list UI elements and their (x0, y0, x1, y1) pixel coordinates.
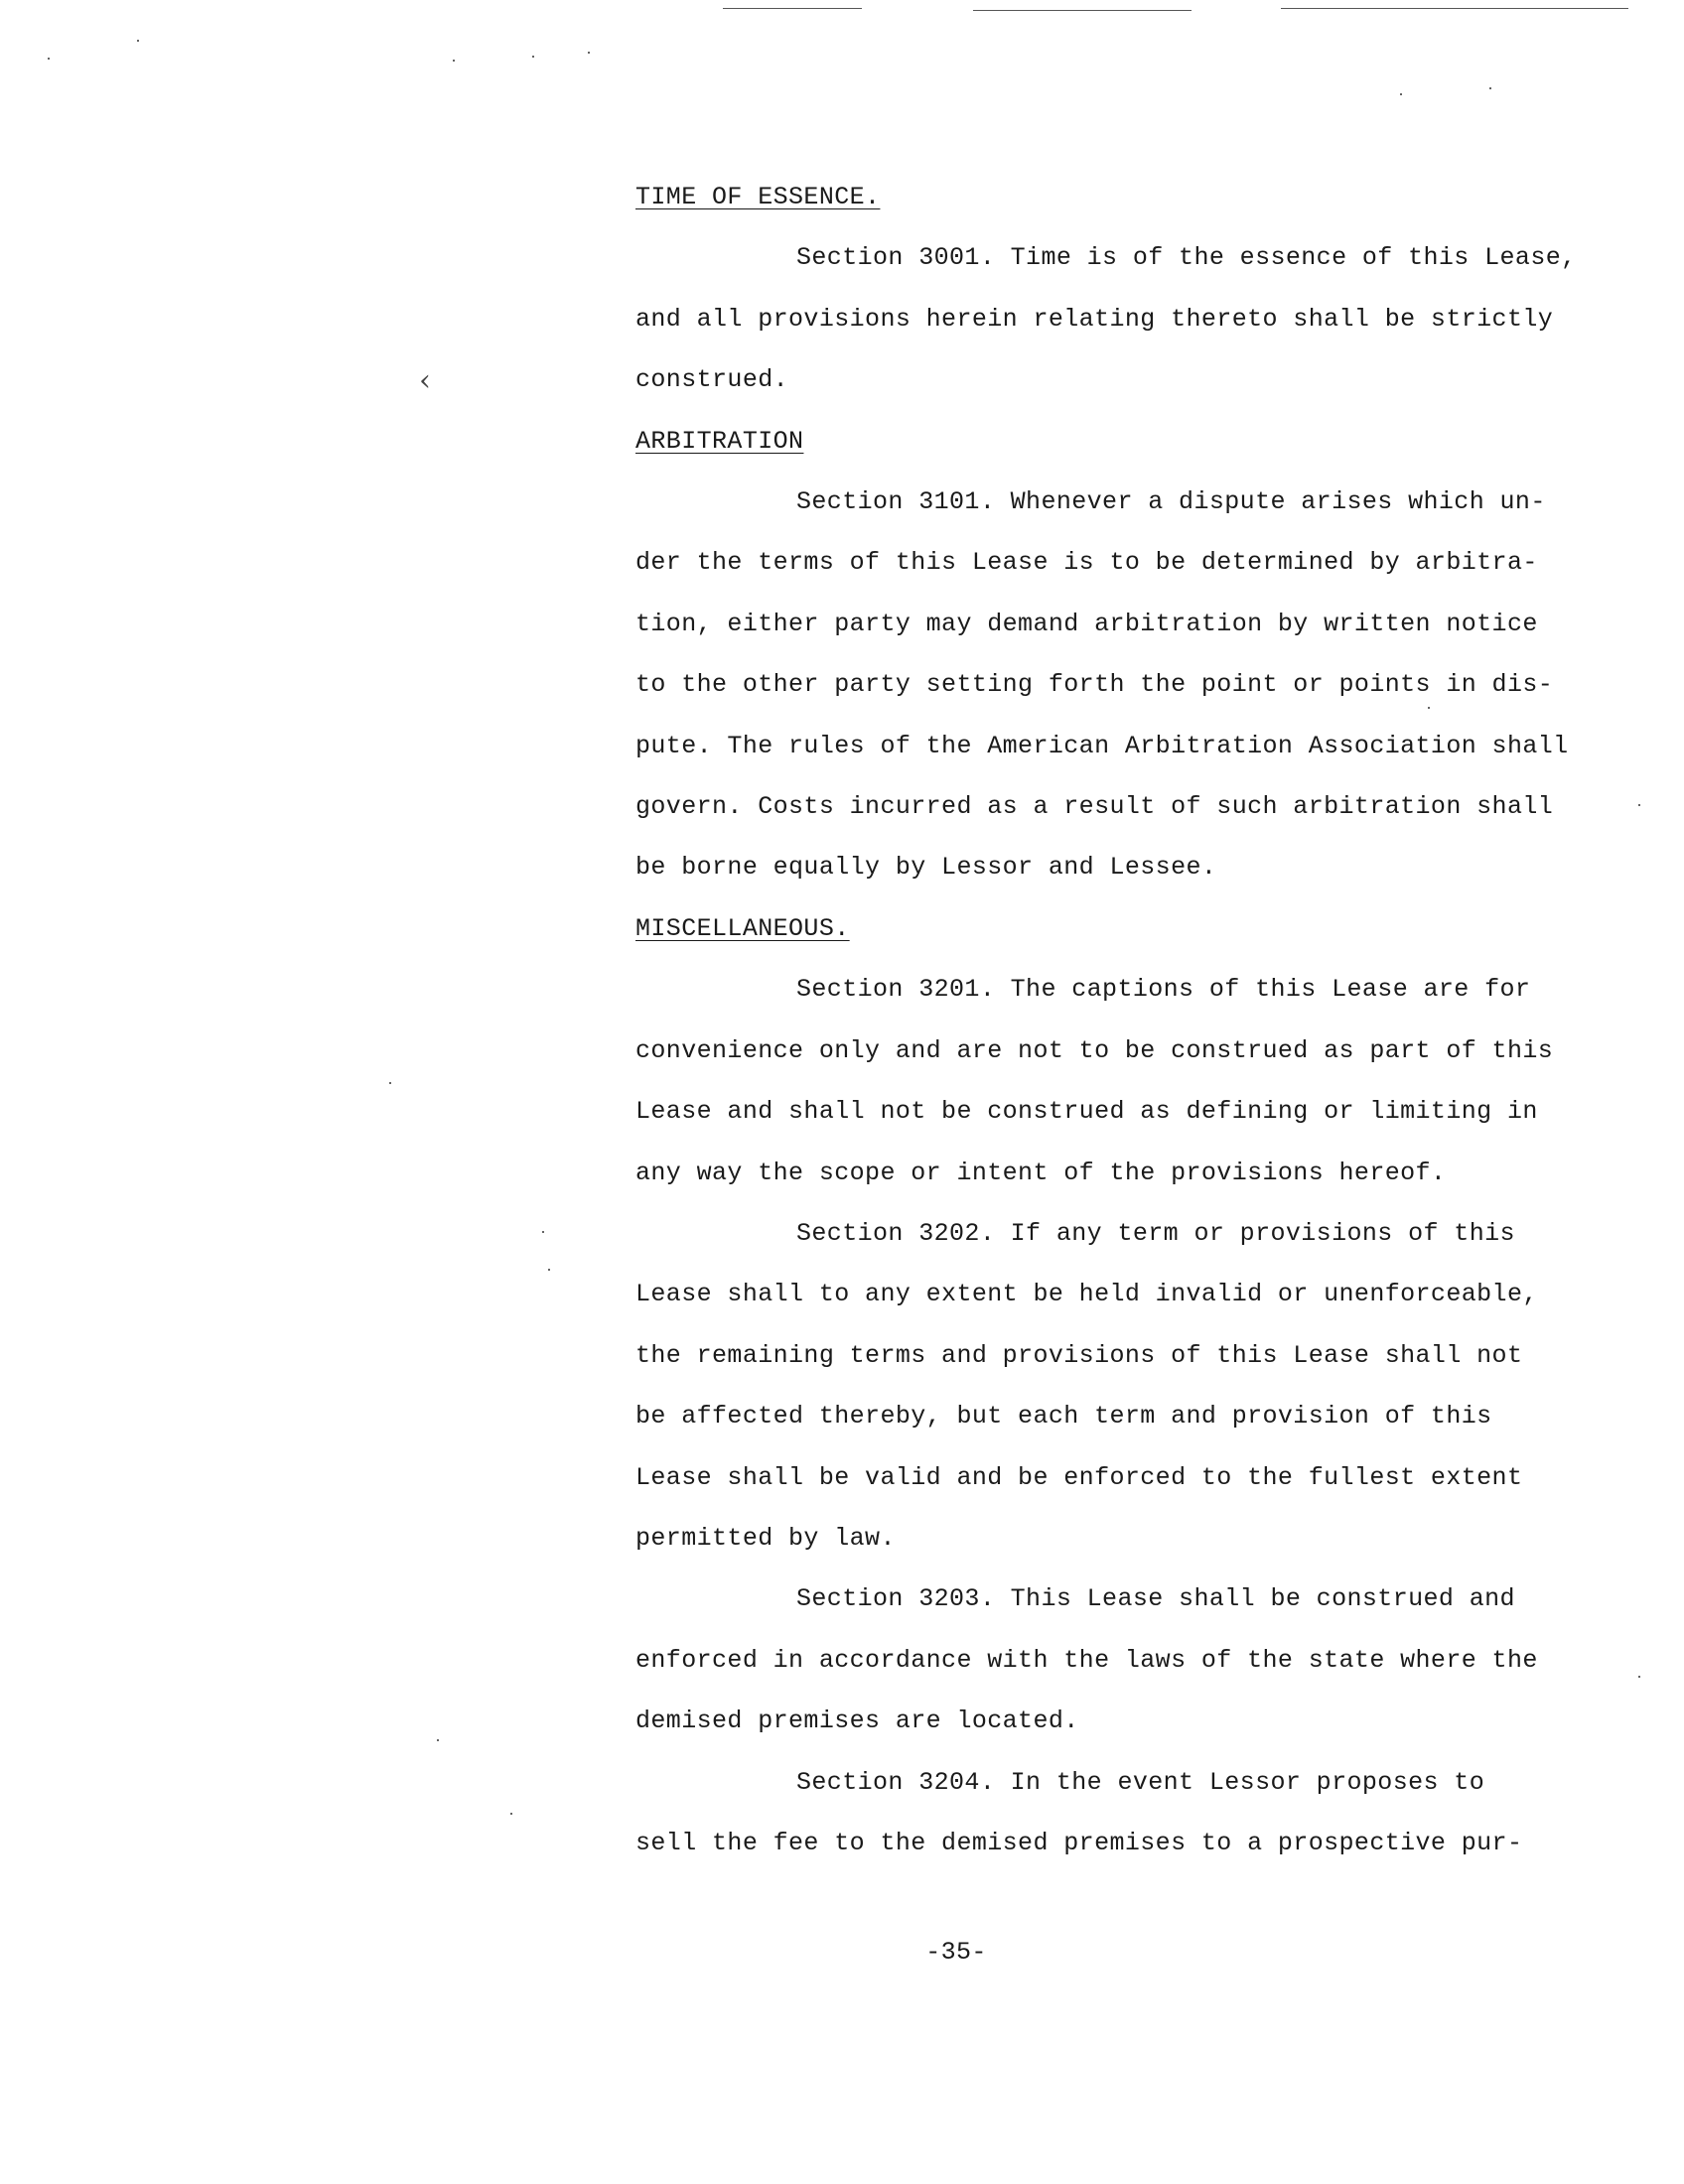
text-line: pute. The rules of the American Arbitration Association shall (635, 731, 1569, 760)
scan-artifact-mark: ‹ (419, 363, 431, 398)
document-body (635, 167, 1648, 1873)
scan-artifact-line (723, 8, 862, 9)
section-heading-time-of-essence: TIME OF ESSENCE. (635, 183, 881, 211)
text-line: Lease shall to any extent be held invalid or unenforceable, (635, 1280, 1538, 1309)
text-line: govern. Costs incurred as a result of such arbitration shall (635, 792, 1554, 822)
text-line: Section 3204. In the event Lessor proposes to (796, 1767, 1485, 1797)
text-line: sell the fee to the demised premises to a prospective pur- (635, 1828, 1523, 1857)
section-heading-miscellaneous: MISCELLANEOUS. (635, 913, 850, 943)
text-line: Section 3202. If any term or provisions of this (796, 1218, 1515, 1248)
text-line: Section 3203. This Lease shall be construed and (796, 1584, 1515, 1614)
text-line: and all provisions herein relating thereto shall be strictly (635, 304, 1554, 334)
section-heading-arbitration: ARBITRATION (635, 426, 804, 456)
text-line: construed. (635, 365, 789, 395)
text-line: be borne equally by Lessor and Lessee. (635, 853, 1217, 883)
text-line: der the terms of this Lease is to be determined by arbitra- (635, 548, 1538, 578)
text-line: Section 3101. Whenever a dispute arises which un- (796, 487, 1546, 517)
scan-artifact-line (973, 10, 1192, 11)
text-line: Lease shall be valid and be enforced to the fullest extent (635, 1462, 1523, 1492)
text-line: the remaining terms and provisions of this Lease shall not (635, 1340, 1523, 1370)
scan-artifact-line (1281, 8, 1628, 9)
text-line: any way the scope or intent of the provisions hereof. (635, 1158, 1447, 1187)
page-number: -35- (925, 1938, 987, 1967)
text-line: Section 3201. The captions of this Lease are for (796, 975, 1531, 1005)
text-line: be affected thereby, but each term and provision of this (635, 1402, 1492, 1432)
text-line: convenience only and are not to be construed as part of this (635, 1035, 1554, 1065)
text-line: enforced in accordance with the laws of the state where the (635, 1645, 1538, 1675)
text-line: permitted by law. (635, 1523, 896, 1553)
text-line: Section 3001. Time is of the essence of this Lease, (796, 243, 1577, 273)
text-line: demised premises are located. (635, 1706, 1079, 1736)
text-line: to the other party setting forth the point or points in dis- (635, 670, 1554, 700)
text-line: Lease and shall not be construed as defining or limiting in (635, 1097, 1538, 1127)
text-line: tion, either party may demand arbitration by written notice (635, 609, 1538, 638)
